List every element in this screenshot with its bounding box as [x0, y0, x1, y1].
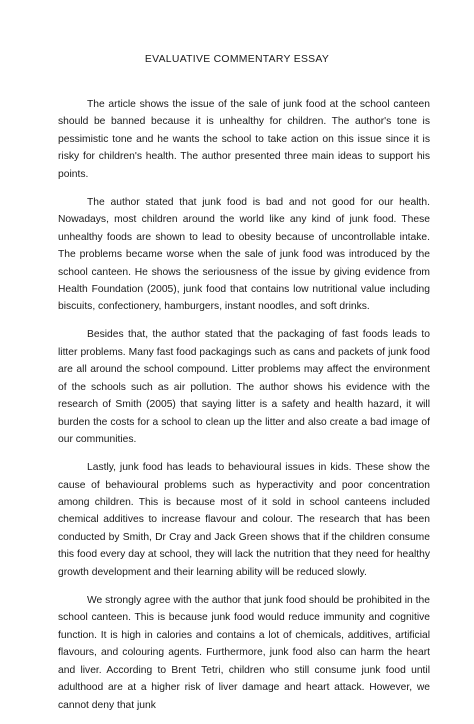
paragraph-intro: The article shows the issue of the sale of junk food at the school canteen should be banned because it is unhealthy for children. The author's tone is pessimistic tone and he wants the school to take action on this issue since it is risky for children's health. The author presented three main ideas to support his points. — [58, 99, 430, 180]
paragraph-agreement: We strongly agree with the author that junk food should be prohibited in the school canteen. This is because junk food would reduce immunity and cognitive function. It is high in calories and contains a lot of chemicals, additives, artificial flavours, and colouring agents. Furthermore, junk food also can harm the heart and liver. According to Brent Tetri, children who still consume junk food until adulthood are at a higher risk of liver damage and heart attack. However, we cannot deny that junk — [58, 594, 430, 711]
paragraph-litter-problems: Besides that, the author stated that the packaging of fast foods leads to litter problems. Many fast food packagings such as cans and packets of junk food are all around the school compound. Litter problems may affect the environment of the schools such as air pollution. The author shows his evidence with the research of Smith (2005) that saying litter is a safety and health hazard, it will burden the costs for a school to clean up the litter and also create a bad image of our communities. — [58, 329, 430, 446]
paragraph-junk-food-health: The author stated that junk food is bad and not good for our health. Nowadays, most children around the world like any kind of junk food. These unhealthy foods are shown to lead to obesity because of uncontrollable intake. The problems became worse when the sale of junk food was introduced by the school canteen. He shows the seriousness of the issue by giving evidence from Health Foundation (2005), junk food that contains low nutritional value including biscuits, confectionery, hamburgers, instant noodles, and soft drinks. — [58, 196, 430, 313]
paragraph-behavioural-issues: Lastly, junk food has leads to behavioural issues in kids. These show the cause of behavioural problems such as hyperactivity and poor concentration among children. This is because most of it sold in school canteens included chemical additives to increase flavour and colour. The research that has been conducted by Smith, Dr Cray and Jack Green shows that if the children consume this food every day at school, they will lack the nutrition that they need for healthy growth development and their learning ability will be reduced slowly. — [58, 462, 430, 578]
essay-body — [58, 96, 430, 724]
essay-title: EVALUATIVE COMMENTARY ESSAY — [144, 54, 330, 65]
